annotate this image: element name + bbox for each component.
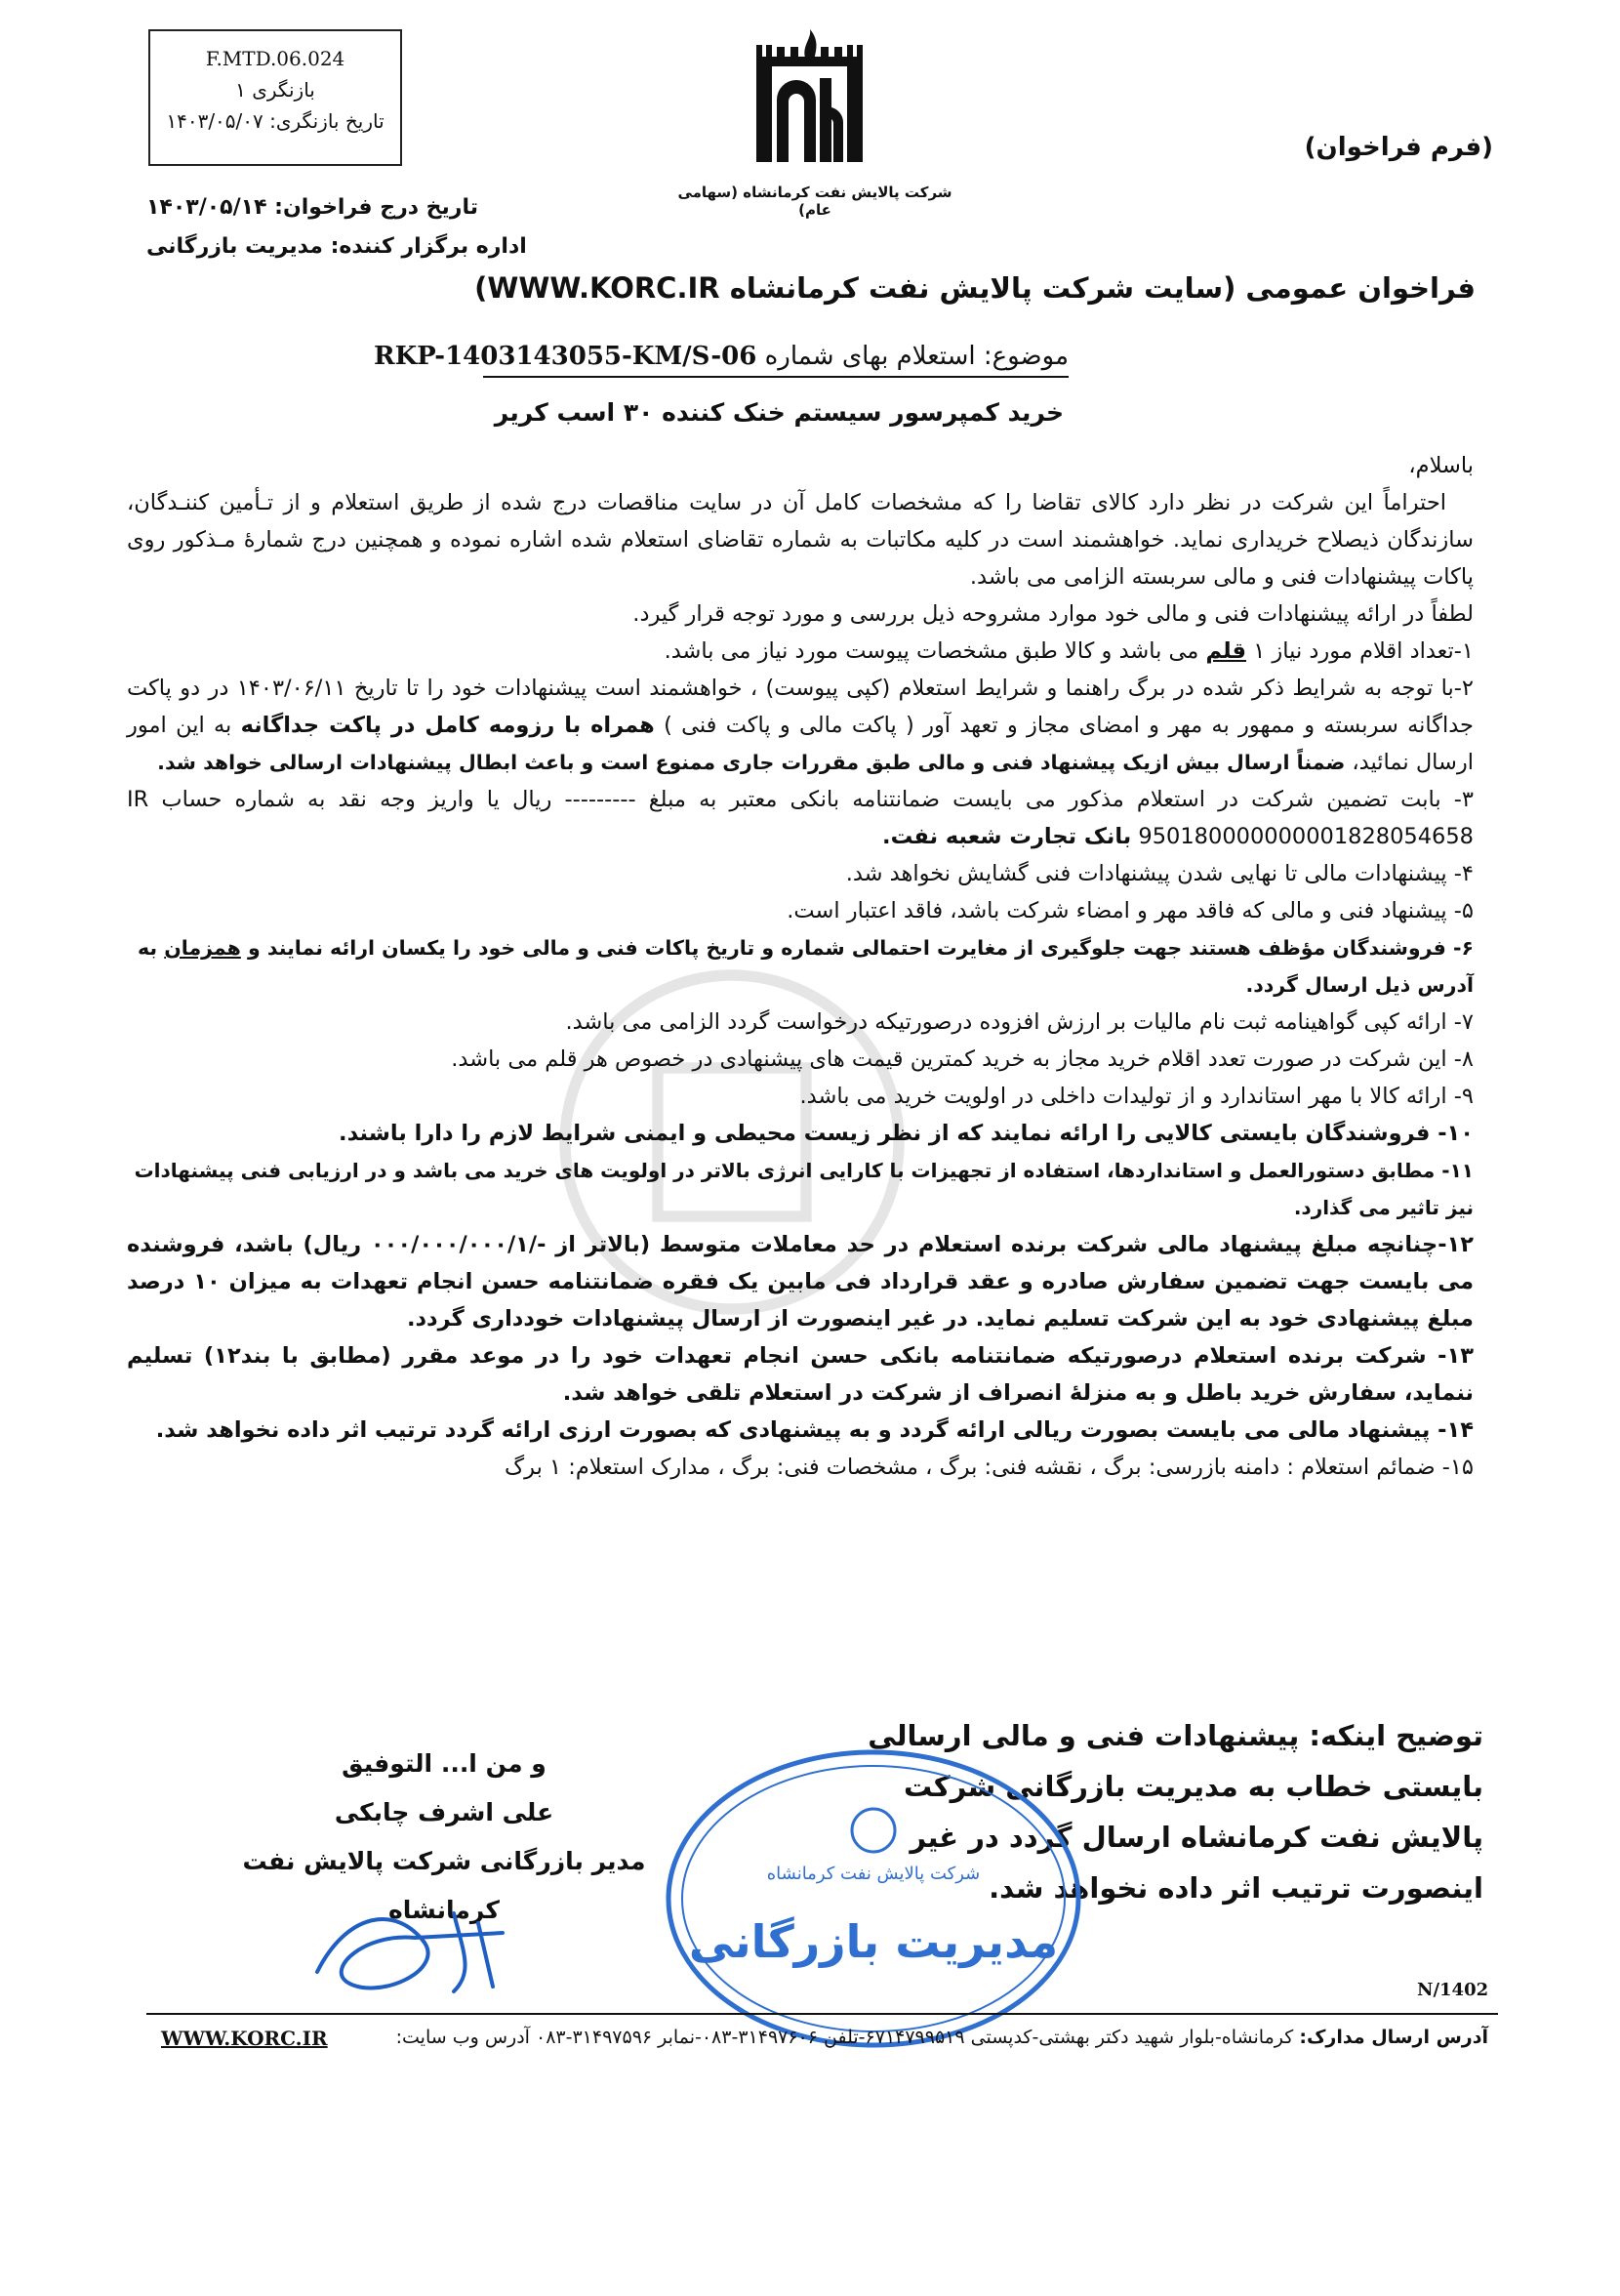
website-link[interactable]: WWW.KORC.IR bbox=[161, 2027, 328, 2050]
form-number: N/1402 bbox=[1417, 1980, 1489, 2000]
footer-address-text: کرمانشاه-بلوار شهید دکتر بهشتی-کدپستی ۶۷۱۴۷۹۹۵۱۹-تلفن ۳۱۴۹۷۶۰۶-۰۸۳-نمابر ۳۱۴۹۷۵۹۶-۰۸۳ آدرس وب سایت: bbox=[395, 2027, 1294, 2048]
closing-phrase: و من ا... التوفیق bbox=[342, 1749, 547, 1778]
signer-name: علی اشرف چابکی bbox=[334, 1798, 554, 1826]
main-title: فراخوان عمومی (سایت شرکت پالایش نفت کرمانشاه WWW.KORC.IR) bbox=[474, 271, 1476, 305]
item-10: ۱۰- فروشندگان بایستی کالایی را ارائه نمایند که از نظر زیست محیطی و ایمنی شرایط لازم را دارا باشند. bbox=[339, 1121, 1474, 1146]
item-13: ۱۳- شرکت برنده استعلام درصورتیکه ضمانتنامه بانکی حسن انجام تعهدات خود را در موعد مقرر (مطابق با بند۱۲) تسلیم ننماید، سفارش خرید باطل و به منزلهٔ انصراف از شرکت در استعلام تلقی خواهد شد. bbox=[127, 1343, 1474, 1406]
footer-label: آدرس ارسال مدارک: bbox=[1299, 2027, 1488, 2048]
submission-note: توضیح اینکه: پیشنهادات فنی و مالی ارسالی بایستی خطاب به مدیریت بازرگانی شرکت پالایش نفت کرمانشاه ارسال گردد در غیر اینصورت ترتیب اثر داده نخواهد شد. bbox=[868, 1719, 1483, 1905]
intro-paragraph: احتراماً این شرکت در نظر دارد کالای تقاضا را که مشخصات کامل آن در سایت مناقصات درج شده از طریق استعلام و از تـأمین کننـدگان، سازندگان ذیصلاح خریداری نماید. خواهشمند است در کلیه مکاتبات به شماره تقاضای استعلام شده اشاره نموده و همچنین درج شمارهٔ مـذکور روی پاکات پیشنهادات فنی و مالی سربسته الزامی می باشد. bbox=[127, 490, 1474, 590]
form-title: (فرم فراخوان) bbox=[1304, 133, 1493, 162]
seal-text: مدیریت بازرگانی bbox=[688, 1915, 1059, 1968]
item-1: ۱-تعداد اقلام مورد نیاز ۱ قلم می باشد و کالا طبق مشخصات پیوست مورد نیاز می باشد. bbox=[664, 638, 1474, 664]
item-2: ۲-با توجه به شرایط ذکر شده در برگ راهنما و شرایط استعلام (کپی پیوست) ، خواهشمند است پیشنهادات خود را تا تاریخ ۱۴۰۳/۰۶/۱۱ در دو پاکت جداگانه سربسته و ممهور به مهر و امضای مجاز و تعهد آور ( پاکت مالی و پاکت فنی ) همراه با رزومه کامل در پاکت جداگانه به این امور ارسال نمائید، ضمناً ارسال بیش ازیک پیشنهاد فنی و مالی طبق مقررات جاری ممنوع است و باعث ابطال پیشنهادات ارسالی خواهد شد. bbox=[127, 676, 1474, 775]
item-7: ۷- ارائه کپی گواهینامه ثبت نام مالیات بر ارزش افزوده درصورتیکه درخواست گردد الزامی می باشد. bbox=[565, 1009, 1474, 1035]
form-code-box bbox=[148, 29, 402, 166]
item-15: ۱۵- ضمائم استعلام : دامنه بازرسی: برگ ، نقشه فنی: برگ ، مشخصات فنی: برگ ، مدارک استعلام: ۱ برگ bbox=[505, 1455, 1474, 1480]
stamp-seal-icon bbox=[659, 1738, 1088, 2060]
logo-caption: شرکت پالایش نفت کرمانشاه (سهامی عام) bbox=[677, 184, 952, 219]
purchase-item: خرید کمپرسور سیستم خنک کننده ۳۰ اسب کریر bbox=[494, 398, 1064, 427]
item-9: ۹- ارائه کالا با مهر استاندارد و از تولیدات داخلی در اولویت خرید می باشد. bbox=[799, 1084, 1474, 1109]
letter-body bbox=[127, 447, 1474, 1486]
item-8: ۸- این شرکت در صورت تعدد اقلام خرید مجاز به خرید کمترین قیمت های پیشنهادی در خصوص هر قلم می باشد. bbox=[451, 1046, 1474, 1072]
organizing-department: اداره برگزار کننده: مدیریت بازرگانی bbox=[146, 234, 527, 259]
subject-prefix: موضوع: استعلام بهای شماره bbox=[764, 342, 1069, 371]
item-6: ۶- فروشندگان مؤظف هستند جهت جلوگیری از مغایرت احتمالی شماره و تاریخ پاکات فنی و مالی خود را یکسان ارائه نمایند و همزمان به آدرس ذیل ارسال گردد. bbox=[137, 936, 1474, 997]
lead-paragraph: لطفاً در ارائه پیشنهادات فنی و مالی خود موارد مشروحه ذیل بررسی و مورد توجه قرار گیرد. bbox=[632, 601, 1474, 627]
revision-date: تاریخ بازنگری: ۱۴۰۳/۰۵/۰۷ bbox=[166, 109, 385, 133]
form-code: F.MTD.06.024 bbox=[205, 47, 345, 70]
bank-iban: IR 950180000000001828054658 bbox=[127, 787, 1474, 849]
publish-date: تاریخ درج فراخوان: ۱۴۰۳/۰۵/۱۴ bbox=[146, 195, 478, 220]
subject-line bbox=[374, 342, 1069, 371]
signature-icon bbox=[307, 1894, 532, 2011]
item-14: ۱۴- پیشنهاد مالی می بایست بصورت ریالی ارائه گردد و به پیشنهادی که بصورت ارزی ارائه گردد ترتیب اثر داده نخواهد شد. bbox=[155, 1417, 1474, 1443]
seal-company-text: شرکت پالایش نفت کرمانشاه bbox=[766, 1864, 981, 1884]
subject-underline bbox=[483, 376, 1069, 378]
item-12: ۱۲-چنانچه مبلغ پیشنهاد مالی شرکت برنده استعلام در حد معاملات متوسط (بالاتر از -/۰۰۰/۰۰۰/۰۰۰/۱ ریال) باشد، فروشنده می بایست جهت تضمین سفارش صادره و عقد قرارداد فی مابین یک فقره ضمانتنامه حسن انجام تعهدات به میزان ۱۰ درصد مبلغ پیشنهادی خود به این شرکت تسلیم نماید. در غیر اینصورت از ارسال پیشنهادات خودداری گردد. bbox=[127, 1232, 1475, 1332]
greeting: باسلام، bbox=[1408, 453, 1474, 478]
item-5: ۵- پیشنهاد فنی و مالی که فاقد مهر و امضاء شرکت باشد، فاقد اعتبار است. bbox=[787, 898, 1474, 923]
footer-divider bbox=[146, 2013, 1498, 2015]
subject-reference-number: RKP-1403143055-KM/S-06 bbox=[373, 342, 757, 371]
item-11: ۱۱- مطابق دستورالعمل و استانداردها، استفاده از تجهیزات با کارایی انرژی بالاتر در اولویت های خرید می باشد و در ارزیابی فنی پیشنهادات نیز تاثیر می گذارد. bbox=[134, 1159, 1474, 1219]
item-4: ۴- پیشنهادات مالی تا نهایی شدن پیشنهادات فنی گشایش نخواهد شد. bbox=[845, 861, 1474, 886]
item-3: ۳- بابت تضمین شرکت در استعلام مذکور می بایست ضمانتنامه بانکی معتبر به مبلغ --------- ریال یا واریز وجه نقد به شماره حساب IR 950180000000001828054658 بانک تجارت شعبه نفت. bbox=[127, 787, 1474, 849]
signer-title: مدیر بازرگانی شرکت پالایش نفت کرمانشاه bbox=[242, 1847, 646, 1924]
revision-number: بازنگری ۱ bbox=[235, 78, 315, 102]
company-logo-icon bbox=[722, 29, 898, 176]
